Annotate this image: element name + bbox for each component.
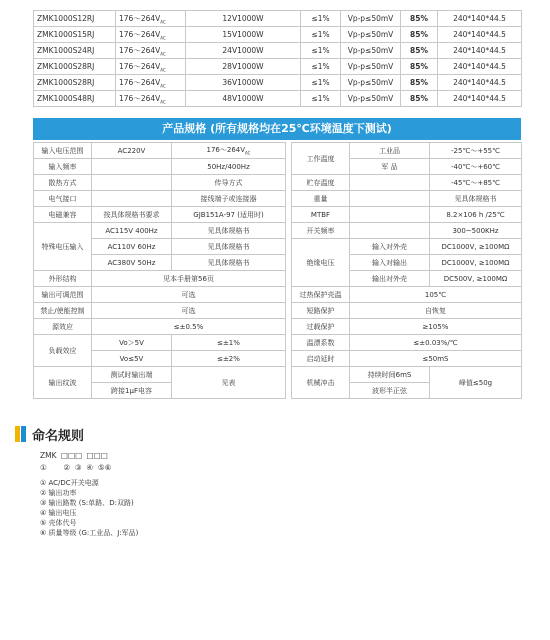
table-row: [34, 303, 286, 319]
table-cell: Vp-p≤50mV: [341, 91, 401, 107]
cell-value: ≥105%: [350, 319, 522, 335]
cell-label: 输入电压范围: [34, 143, 92, 159]
cell-label: 散热方式: [34, 175, 92, 191]
cell-label: 外形结构: [34, 271, 92, 287]
cell-value: Vo≤5V: [92, 351, 172, 367]
cell-value: -25℃～+55℃: [430, 143, 522, 159]
cell-value: 见具体规格书: [172, 255, 286, 271]
cell-value: AC110V 60Hz: [92, 239, 172, 255]
table-cell: 85%: [401, 11, 438, 27]
table-row: [292, 367, 522, 383]
table-cell: ZMK1000S15RJ: [34, 27, 116, 43]
table-cell: 85%: [401, 75, 438, 91]
table-cell: $176\sim 264V_{AC}$: [116, 91, 186, 107]
model-table: [33, 10, 522, 107]
naming-rules-list: [40, 478, 138, 538]
table-cell: ZMK1000S28RJ: [34, 75, 116, 91]
cell-value: 工业品: [350, 143, 430, 159]
spec-table-right: [291, 142, 522, 399]
cell-value: 输入对输出: [350, 255, 430, 271]
cell-label: 电气接口: [34, 191, 92, 207]
cell-value: 可选: [92, 303, 286, 319]
cell-value: 可选: [92, 287, 286, 303]
table-cell: 85%: [401, 59, 438, 75]
cell-label: 重量: [292, 191, 350, 207]
table-cell: 28V1000W: [186, 59, 301, 75]
cell-value: 跨接1μF电容: [92, 383, 172, 399]
table-cell: Vp-p≤50mV: [341, 11, 401, 27]
cell-value: -40℃～+60℃: [430, 159, 522, 175]
table-cell: $176\sim 264V_{AC}$: [116, 43, 186, 59]
table-cell: 15V1000W: [186, 27, 301, 43]
table-cell: 240*140*44.5: [438, 59, 522, 75]
table-row: [34, 223, 286, 239]
table-cell: 24V1000W: [186, 43, 301, 59]
cell-value: Vo＞5V: [92, 335, 172, 351]
table-row: [34, 27, 522, 43]
cell-label: 输出纹波: [34, 367, 92, 399]
cell-value: 见表: [172, 367, 286, 399]
table-cell: ≤1%: [301, 43, 341, 59]
table-cell: ZMK1000S48RJ: [34, 91, 116, 107]
cell-label: 过载保护: [292, 319, 350, 335]
table-row: [34, 191, 286, 207]
table-row: [292, 175, 522, 191]
cell-label: 启动延时: [292, 351, 350, 367]
table-row: [34, 367, 286, 383]
table-cell: ≤1%: [301, 75, 341, 91]
cell-label: 温漂系数: [292, 335, 350, 351]
table-cell: ≤1%: [301, 11, 341, 27]
cell-value: 接线端子或连接器: [172, 191, 286, 207]
cell-value: ≤±0.03%/℃: [350, 335, 522, 351]
cell-value: 见具体规格书: [172, 223, 286, 239]
table-cell: 36V1000W: [186, 75, 301, 91]
table-cell: $176\sim 264V_{AC}$: [116, 11, 186, 27]
table-cell: 240*140*44.5: [438, 27, 522, 43]
cell-value: AC115V 400Hz: [92, 223, 172, 239]
cell-value: ≤±2%: [172, 351, 286, 367]
table-cell: 12V1000W: [186, 11, 301, 27]
table-row: [292, 207, 522, 223]
table-row: [34, 91, 522, 107]
cell-label: 机械冲击: [292, 367, 350, 399]
table-cell: ≤1%: [301, 91, 341, 107]
cell-value: 传导方式: [172, 175, 286, 191]
table-cell: 85%: [401, 91, 438, 107]
table-row: [34, 271, 286, 287]
rule-item: ③ 输出路数 (S:单路、D:双路): [40, 499, 134, 507]
table-row: [292, 143, 522, 159]
table-cell: ≤1%: [301, 27, 341, 43]
model-pattern-numbers: ① ② ③ ④ ⑤⑥: [40, 463, 112, 472]
table-row: [34, 43, 522, 59]
cell-value: -45℃～+85℃: [430, 175, 522, 191]
table-row: [34, 175, 286, 191]
cell-value: DC1000V, ≥100MΩ: [430, 239, 522, 255]
cell-value: ≤±0.5%: [92, 319, 286, 335]
table-cell: ZMK1000S24RJ: [34, 43, 116, 59]
table-row: [34, 11, 522, 27]
cell-value: 按具体规格书要求: [92, 207, 172, 223]
table-cell: ≤1%: [301, 59, 341, 75]
cell-value: $176\sim 264V_{AC}$: [172, 143, 286, 159]
table-cell: Vp-p≤50mV: [341, 59, 401, 75]
table-cell: 85%: [401, 43, 438, 59]
cell-value: ≤50mS: [350, 351, 522, 367]
cell-label: 短路保护: [292, 303, 350, 319]
table-row: [292, 223, 522, 239]
cell-value: 军 品: [350, 159, 430, 175]
cell-value: DC1000V, ≥100MΩ: [430, 255, 522, 271]
cell-label: 电磁兼容: [34, 207, 92, 223]
cell-label: 负载效应: [34, 335, 92, 367]
table-row: [34, 75, 522, 91]
cell-label: 绝缘电压: [292, 239, 350, 287]
cell-label: 过热保护壳温: [292, 287, 350, 303]
cell-value: 自恢复: [350, 303, 522, 319]
table-cell: 240*140*44.5: [438, 11, 522, 27]
cell-label: 禁止/使能控制: [34, 303, 92, 319]
table-row: [292, 303, 522, 319]
cell-label: 特殊电压输入: [34, 223, 92, 271]
cell-label: 工作温度: [292, 143, 350, 175]
cell-value: 见具体规格书: [172, 239, 286, 255]
table-row: [34, 319, 286, 335]
cell-label: MTBF: [292, 207, 350, 223]
cell-value: 输出对外壳: [350, 271, 430, 287]
cell-value: 105℃: [350, 287, 522, 303]
cell-label: 开关频率: [292, 223, 350, 239]
cell-value: 50Hz/400Hz: [172, 159, 286, 175]
cell-value: ≤±1%: [172, 335, 286, 351]
cell-value: 持续时间6mS: [350, 367, 430, 383]
cell-value: AC220V: [92, 143, 172, 159]
table-row: [292, 335, 522, 351]
cell-label: 输出可调范围: [34, 287, 92, 303]
table-row: [34, 59, 522, 75]
table-row: [34, 207, 286, 223]
model-pattern: ZMK □□□ □□□: [40, 451, 108, 460]
table-row: [292, 287, 522, 303]
table-row: [34, 287, 286, 303]
table-cell: $176\sim 264V_{AC}$: [116, 27, 186, 43]
table-cell: ZMK1000S12RJ: [34, 11, 116, 27]
spec-table-left: [33, 142, 286, 399]
spec-title-bar: 产品规格 (所有规格均在25℃环境温度下测试): [33, 118, 521, 140]
heading-accent-yellow: [15, 426, 20, 442]
cell-value: 见具体规格书: [430, 191, 522, 207]
naming-heading: [15, 425, 84, 443]
table-row: [292, 351, 522, 367]
cell-value: GJB151A-97 (适用时): [172, 207, 286, 223]
table-row: [292, 191, 522, 207]
rule-item: ④ 输出电压: [40, 509, 77, 517]
cell-value: 波形半正弦: [350, 383, 430, 399]
cell-value: 峰值≤50g: [430, 367, 522, 399]
rule-item: ② 输出功率: [40, 489, 77, 497]
table-row: [34, 159, 286, 175]
table-row: [34, 143, 286, 159]
table-cell: 85%: [401, 27, 438, 43]
rule-item: ⑥ 质量等级 (G:工业品、J:军品): [40, 529, 139, 537]
naming-title: 命名规则: [32, 428, 85, 444]
table-cell: $176\sim 264V_{AC}$: [116, 75, 186, 91]
table-cell: 240*140*44.5: [438, 43, 522, 59]
table-cell: 240*140*44.5: [438, 75, 522, 91]
cell-value: 8.2×106 h /25℃: [430, 207, 522, 223]
table-cell: Vp-p≤50mV: [341, 27, 401, 43]
table-cell: 48V1000W: [186, 91, 301, 107]
rule-item: ① AC/DC开关电源: [40, 479, 99, 487]
cell-value: AC380V 50Hz: [92, 255, 172, 271]
table-row: [292, 319, 522, 335]
table-cell: 240*140*44.5: [438, 91, 522, 107]
table-row: [34, 335, 286, 351]
table-cell: Vp-p≤50mV: [341, 43, 401, 59]
cell-value: 测试时输出端: [92, 367, 172, 383]
cell-value: 300~500KHz: [430, 223, 522, 239]
table-cell: ZMK1000S28RJ: [34, 59, 116, 75]
cell-label: 贮存温度: [292, 175, 350, 191]
table-cell: $176\sim 264V_{AC}$: [116, 59, 186, 75]
cell-label: 源效应: [34, 319, 92, 335]
table-row: [292, 239, 522, 255]
cell-label: 输入频率: [34, 159, 92, 175]
rule-item: ⑤ 壳体代号: [40, 519, 77, 527]
cell-value: 输入对外壳: [350, 239, 430, 255]
cell-value: DC500V, ≥100MΩ: [430, 271, 522, 287]
heading-accent-blue: [21, 426, 26, 442]
cell-value: 见本手册第56页: [92, 271, 286, 287]
table-cell: Vp-p≤50mV: [341, 75, 401, 91]
